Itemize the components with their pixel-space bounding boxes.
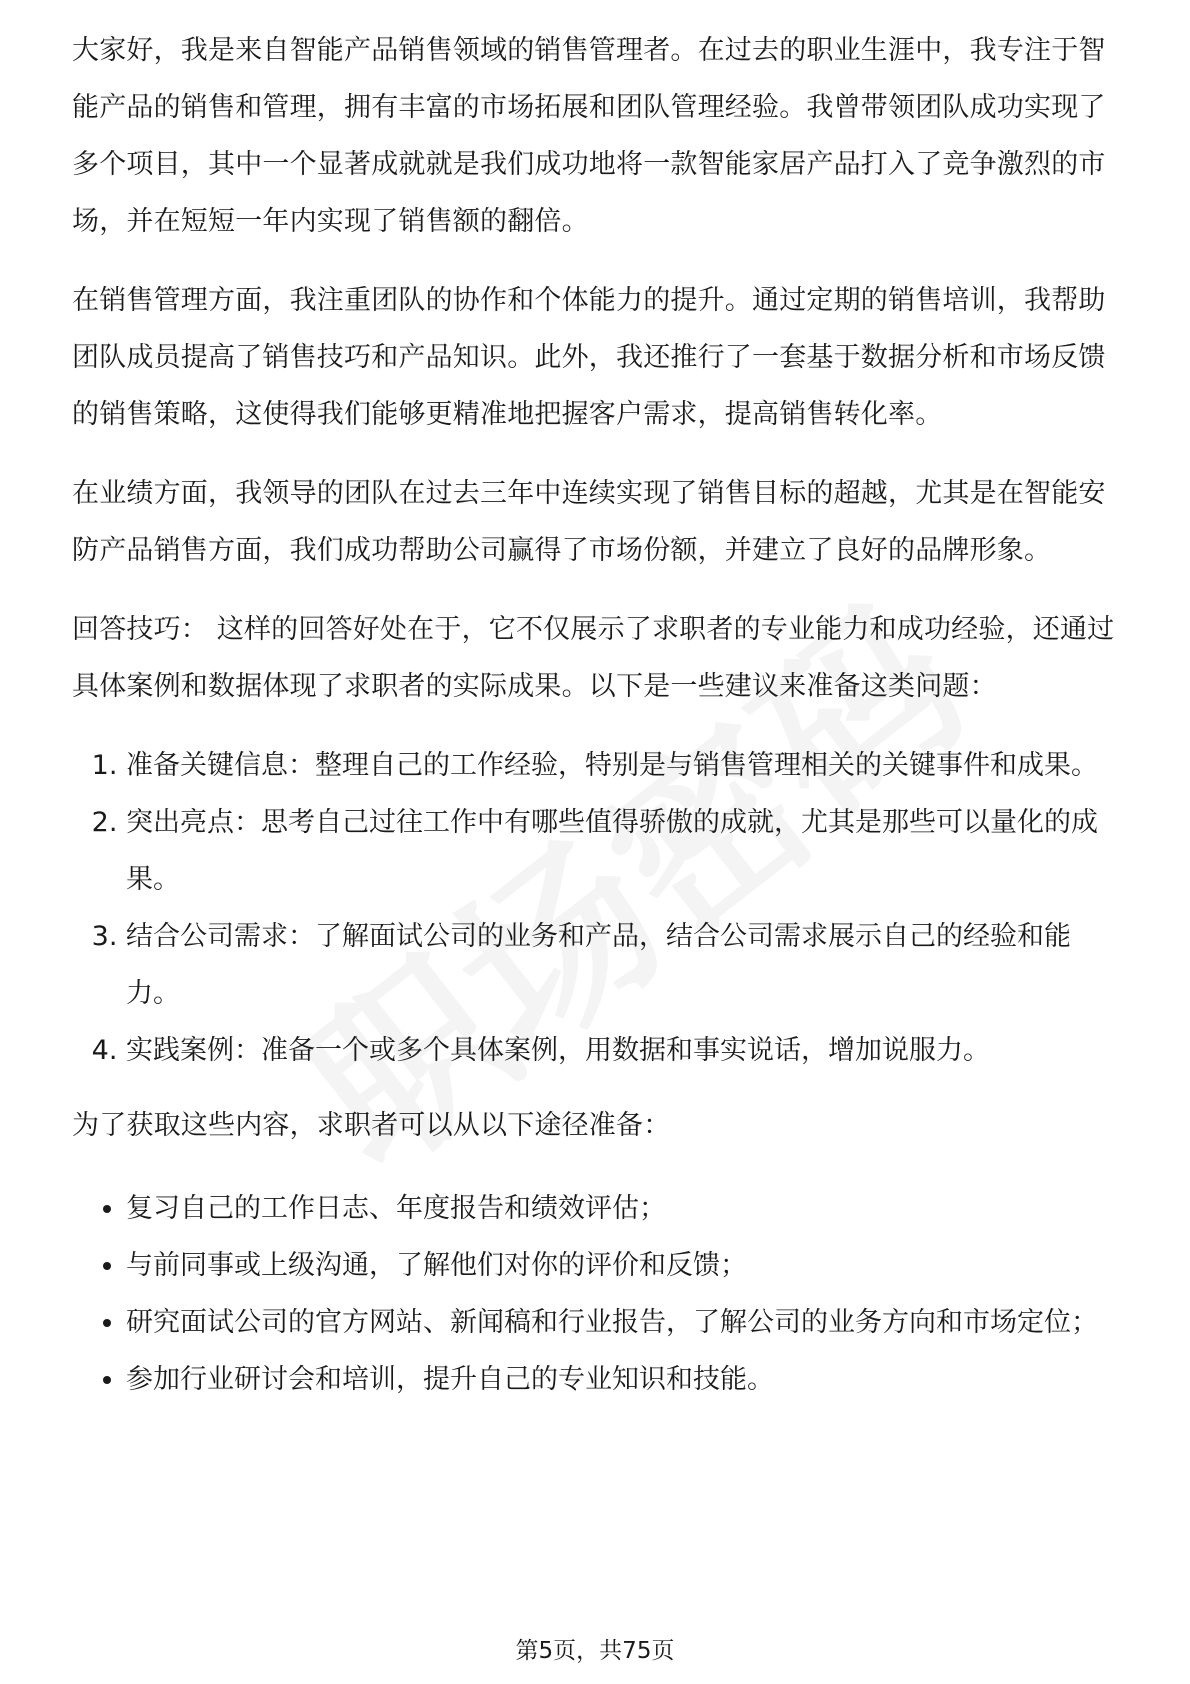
list-item: 4. 实践案例：准备一个或多个具体案例，用数据和事实说话，增加说服力。 <box>126 1022 1124 1079</box>
list-item: • 参加行业研讨会和培训，提升自己的专业知识和技能。 <box>126 1351 1124 1408</box>
document-body <box>72 22 1124 1408</box>
page-number: 第5页，共75页 <box>515 1638 675 1664</box>
list-item: 2. 突出亮点：思考自己过往工作中有哪些值得骄傲的成就，尤其是那些可以量化的成果。 <box>126 794 1124 908</box>
list-item: 1. 准备关键信息：整理自己的工作经验，特别是与销售管理相关的关键事件和成果。 <box>126 737 1124 794</box>
list-item: • 研究面试公司的官方网站、新闻稿和行业报告，了解公司的业务方向和市场定位； <box>126 1294 1124 1351</box>
performance-paragraph: 在业绩方面，我领导的团队在过去三年中连续实现了销售目标的超越，尤其是在智能安防产品销售方面，我们成功帮助公司赢得了市场份额，并建立了良好的品牌形象。 <box>72 478 1106 566</box>
tips-paragraph: 回答技巧： 这样的回答好处在于，它不仅展示了求职者的专业能力和成功经验，还通过具体案例和数据体现了求职者的实际成果。以下是一些建议来准备这类问题： <box>72 614 1115 702</box>
management-paragraph: 在销售管理方面，我注重团队的协作和个体能力的提升。通过定期的销售培训，我帮助团队成员提高了销售技巧和产品知识。此外，我还推行了一套基于数据分析和市场反馈的销售策略，这使得我们能够更精准地把握客户需求，提高销售转化率。 <box>72 285 1106 430</box>
intro-paragraph: 大家好，我是来自智能产品销售领域的销售管理者。在过去的职业生涯中，我专注于智能产品的销售和管理，拥有丰富的市场拓展和团队管理经验。我曾带领团队成功实现了多个项目，其中一个显著成就就是我们成功地将一款智能家居产品打入了竞争激烈的市场，并在短短一年内实现了销售额的翻倍。 <box>72 35 1106 237</box>
preparation-steps-list <box>72 737 1124 1079</box>
list-item: 3. 结合公司需求：了解面试公司的业务和产品，结合公司需求展示自己的经验和能力。 <box>126 908 1124 1022</box>
list-item: • 复习自己的工作日志、年度报告和绩效评估； <box>126 1180 1124 1237</box>
page-top-edge <box>0 0 1190 10</box>
sources-list <box>72 1180 1124 1408</box>
sources-intro-paragraph: 为了获取这些内容，求职者可以从以下途径准备： <box>72 1110 671 1141</box>
list-item: • 与前同事或上级沟通，了解他们对你的评价和反馈； <box>126 1237 1124 1294</box>
